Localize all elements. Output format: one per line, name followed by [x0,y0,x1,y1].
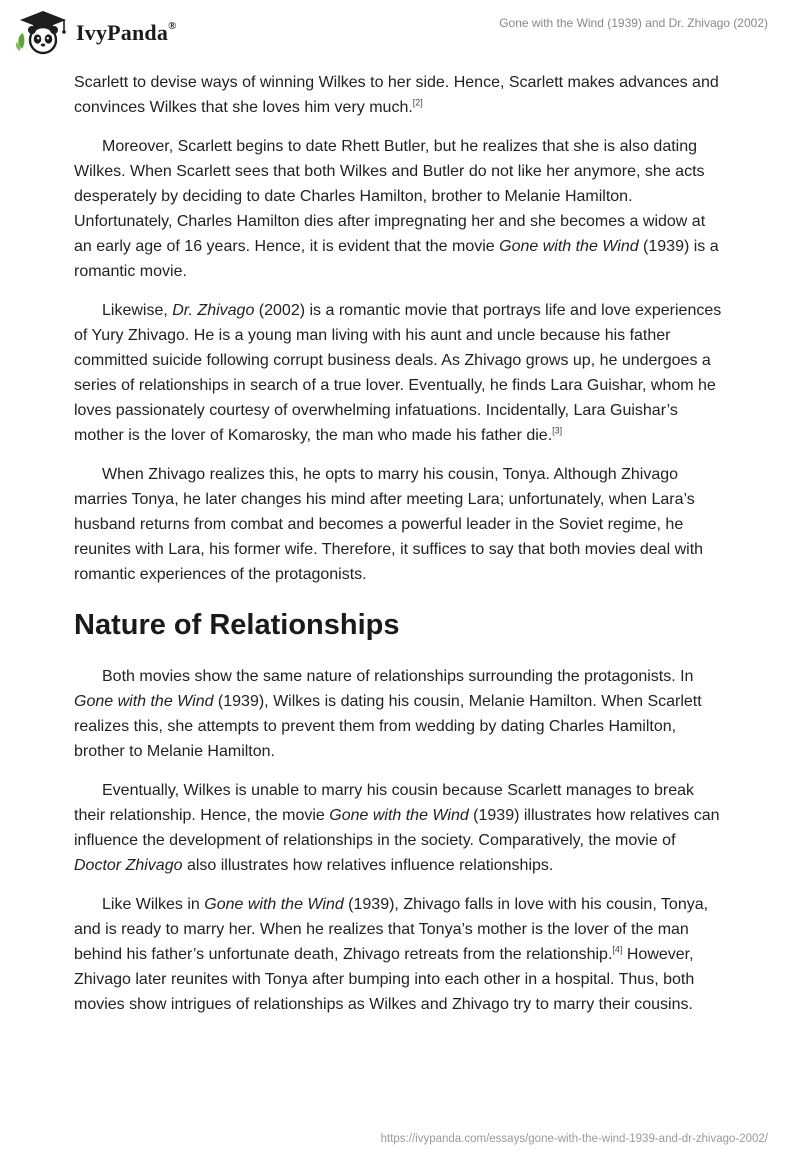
paragraph [74,134,726,284]
brand-text: IvyPanda [76,20,169,45]
text-run: Like Wilkes in [102,896,205,913]
text-run: Likewise, [102,302,173,319]
section-heading: Nature of Relationships [74,609,400,641]
text-run: Eventually, Wilkes is unable to marry his cousin because Scarlett manages to break their relationship. Hence, the movie [74,782,694,824]
document-title: Gone with the Wind (1939) and Dr. Zhivago (2002) [499,16,768,30]
text-run: (1939) is a romantic movie. [74,238,719,280]
text-run: Both movies show the same nature of relationships surrounding the protagonists. In [102,668,694,685]
citation-ref[interactable]: [2] [412,97,423,108]
citation-ref[interactable]: [4] [612,944,623,955]
italic-title: Gone with the Wind [74,693,214,710]
text-run: When Zhivago realizes this, he opts to marry his cousin, Tonya. Although Zhivago marries Tonya, he later changes his mind after meeting Lara; unfortunately, when Lara’s husband returns from combat and becomes a powerful leader in the Soviet regime, he reunites with Lara, his former wife. Therefore, it suffices to say that both movies deal with romantic experiences of the protagonists. [74,466,704,583]
brand-name [76,20,177,46]
paragraph [74,778,726,878]
paragraph [74,462,726,587]
registered-mark: ® [168,19,177,32]
italic-title: Dr. Zhivago [172,302,255,319]
text-run: also illustrates how relatives influence relationships. [182,857,554,874]
panda-graduation-icon [14,9,72,55]
italic-title: Doctor Zhivago [74,857,183,874]
citation-ref[interactable]: [3] [552,425,563,436]
text-run: (2002) is a romantic movie that portrays life and love experiences of Yury Zhivago. He is a young man living with his aunt and uncle because his father committed suicide following corrupt business deals. As Zhivago grows up, he undergoes a series of relationships in search of a true lover. Eventually, he finds Lara Guishar, whom he loves passionately courtesy of overwhelming infatuations. Incidentally, Lara Guishar’s mother is the lover of Komarosky, the man who made his father die. [74,302,722,444]
paragraph [74,664,726,764]
essay-body [74,70,726,1031]
italic-title: Gone with the Wind [204,896,344,913]
text-run: (1939), Zhivago falls in love with his cousin, Tonya, and is ready to marry her. When he realizes that Tonya’s mother is the lover of the man behind his father’s unfortunate death, Zhivago retreats from the relationship. [74,896,709,963]
paragraph [74,298,726,448]
page-header [0,0,800,66]
text-run: (1939) illustrates how relatives can influence the development of relationships in the society. Comparatively, the movie of [74,807,720,849]
paragraph [74,892,726,1017]
text-run: Moreover, Scarlett begins to date Rhett Butler, but he realizes that she is also dating Wilkes. When Scarlett sees that both Wilkes and Butler do not like her anymore, she acts desperately by deciding to date Charles Hamilton, brother to Melanie Hamilton. Unfortunately, Charles Hamilton dies after impregnating her and she becomes a widow at an early age of 16 years. Hence, it is evident that the movie [74,138,706,255]
text-run: (1939), Wilkes is dating his cousin, Melanie Hamilton. When Scarlett realizes this, she attempts to prevent them from wedding by dating Charles Hamilton, brother to Melanie Hamilton. [74,693,702,760]
ivypanda-logo[interactable] [14,9,192,55]
intro-paragraphs [74,70,726,587]
italic-title: Gone with the Wind [499,238,639,255]
section-paragraphs [74,664,726,1017]
italic-title: Gone with the Wind [329,807,469,824]
paragraph [74,70,726,120]
text-run: However, Zhivago later reunites with Tonya after bumping into each other in a hospital. Thus, both movies show intrigues of relationships as Wilkes and Zhivago try to marry their cousins. [74,946,695,1013]
text-run: Scarlett to devise ways of winning Wilkes to her side. Hence, Scarlett makes advances and convinces Wilkes that she loves him very much. [74,74,719,116]
source-url[interactable]: https://ivypanda.com/essays/gone-with-the-wind-1939-and-dr-zhivago-2002/ [380,1133,768,1145]
